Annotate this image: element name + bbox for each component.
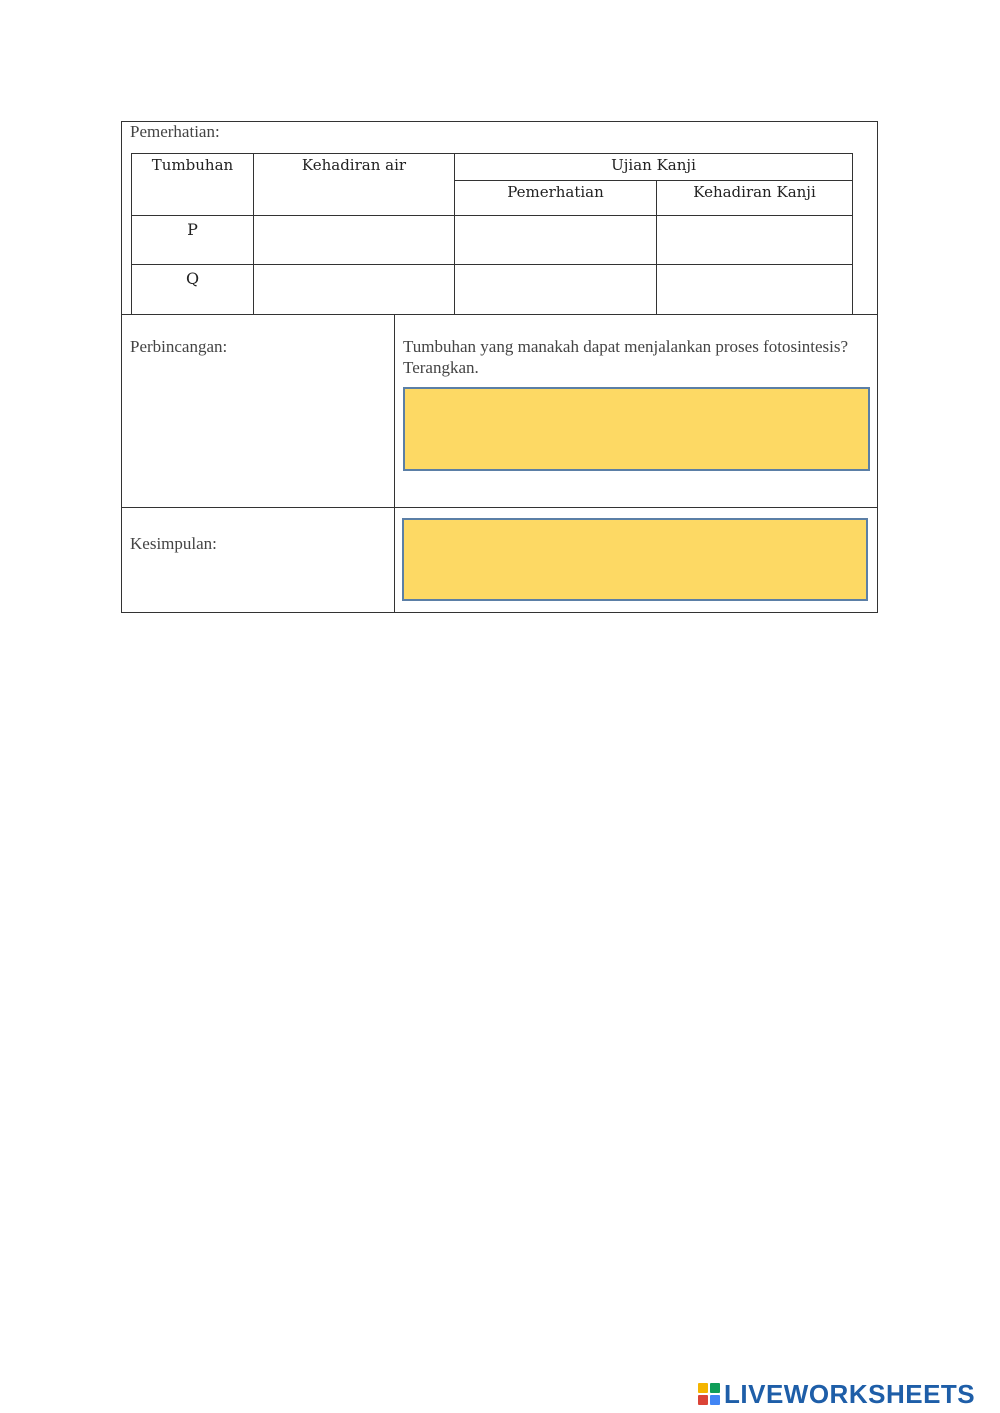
conclusion-answer-box[interactable] [402,518,868,601]
divider-vertical [394,314,395,613]
worksheet-frame [121,121,878,613]
header-starch-test: Ujian Kanji [455,154,853,181]
liveworksheets-logo-icon [698,1383,720,1405]
discussion-answer-box[interactable] [403,387,870,471]
row-plant-q: Q [132,265,254,315]
discussion-question: Tumbuhan yang manakah dapat menjalankan proses fotosintesis? Terangkan. [403,337,849,377]
observation-label: Pemerhatian: [130,122,220,141]
observation-table [131,153,853,315]
cell-observation-q[interactable] [455,265,657,315]
brand-text: LIVEWORKSHEETS [724,1378,976,1409]
cell-observation-p[interactable] [455,216,657,265]
cell-starch-q[interactable] [657,265,853,315]
liveworksheets-brand[interactable] [698,1380,975,1408]
conclusion-label: Kesimpulan: [130,534,217,553]
conclusion-answer-input[interactable] [404,520,866,599]
divider-discussion [122,507,877,508]
row-plant-p: P [132,216,254,265]
header-plant: Tumbuhan [132,154,254,216]
discussion-answer-input[interactable] [405,389,868,469]
divider-observation [122,314,877,315]
table-row [132,265,853,315]
cell-water-p[interactable] [254,216,455,265]
cell-water-q[interactable] [254,265,455,315]
table-row [132,216,853,265]
header-starch-presence: Kehadiran Kanji [657,181,853,216]
header-water: Kehadiran air [254,154,455,216]
cell-starch-p[interactable] [657,216,853,265]
discussion-label: Perbincangan: [130,337,228,356]
header-observation: Pemerhatian [455,181,657,216]
